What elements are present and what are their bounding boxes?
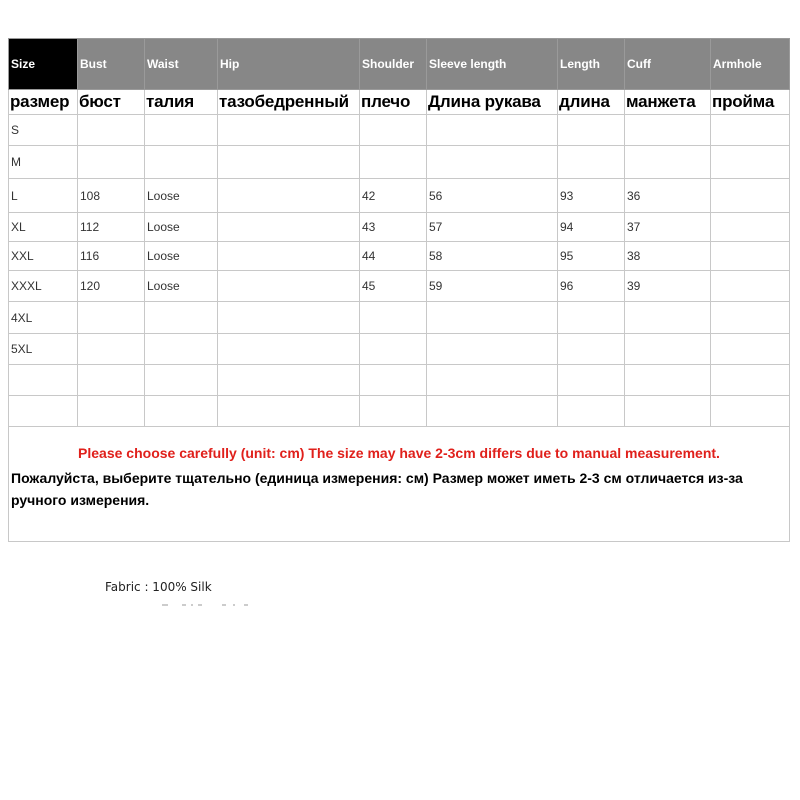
table-cell: 4XL [9,302,78,334]
table-cell [218,115,360,146]
col-header-en: Hip [218,39,360,90]
col-header-ru: длина [558,90,625,115]
table-cell [558,115,625,146]
table-cell [78,302,145,334]
measurement-note-row [9,427,790,542]
size-chart-table [8,38,790,542]
table-cell [218,271,360,302]
table-cell [218,396,360,427]
table-cell [625,396,711,427]
table-cell: Loose [145,271,218,302]
table-cell: 57 [427,213,558,242]
table-cell [558,365,625,396]
faded-text-trace [162,603,252,607]
table-cell: XXL [9,242,78,271]
table-row [9,242,790,271]
note-english: Please choose carefully (unit: cm) The size may have 2-3cm differs due to manual measurement. [78,445,720,461]
table-cell: 42 [360,179,427,213]
table-cell: 112 [78,213,145,242]
table-cell [9,365,78,396]
table-cell [145,396,218,427]
table-cell [625,146,711,179]
col-header-ru: размер [9,90,78,115]
table-cell: 36 [625,179,711,213]
col-header-en: Length [558,39,625,90]
table-cell [625,115,711,146]
table-cell [78,146,145,179]
table-row [9,213,790,242]
table-cell [360,396,427,427]
table-row [9,179,790,213]
table-row [9,115,790,146]
table-cell: Loose [145,213,218,242]
table-row [9,271,790,302]
note-russian: Пожалуйста, выберите тщательно (единица измерения: см) Размер может иметь 2-3 см отличается из-за ручного измерения. [11,470,743,508]
table-cell: 120 [78,271,145,302]
table-cell: 96 [558,271,625,302]
table-cell: 93 [558,179,625,213]
russian-header-row [9,90,790,115]
table-cell [78,334,145,365]
table-cell [218,365,360,396]
table-row [9,365,790,396]
table-cell [427,302,558,334]
table-cell: XXXL [9,271,78,302]
table-cell [625,334,711,365]
table-cell [625,365,711,396]
col-header-en: Size [9,39,78,90]
table-cell [218,146,360,179]
table-cell [218,179,360,213]
table-cell [711,213,790,242]
table-cell: 56 [427,179,558,213]
table-cell [711,115,790,146]
table-cell [360,146,427,179]
table-cell [427,396,558,427]
table-row [9,334,790,365]
table-cell: XL [9,213,78,242]
table-cell [558,146,625,179]
table-cell [711,242,790,271]
table-cell: 5XL [9,334,78,365]
table-cell [711,334,790,365]
col-header-ru: тазобедренный [218,90,360,115]
table-cell [78,365,145,396]
col-header-ru: манжета [625,90,711,115]
table-cell: L [9,179,78,213]
table-cell: 116 [78,242,145,271]
table-cell: 94 [558,213,625,242]
table-row [9,146,790,179]
table-cell [145,365,218,396]
table-cell [360,365,427,396]
table-cell [711,271,790,302]
english-header-row [9,39,790,90]
table-cell [360,115,427,146]
table-cell [711,179,790,213]
table-cell: 38 [625,242,711,271]
col-header-ru: бюст [78,90,145,115]
table-cell: 59 [427,271,558,302]
fabric-label: Fabric : 100% Silk [105,580,212,594]
table-cell: 58 [427,242,558,271]
col-header-en: Cuff [625,39,711,90]
table-cell [218,302,360,334]
col-header-en: Sleeve length [427,39,558,90]
table-cell [218,334,360,365]
table-cell [625,302,711,334]
table-cell [558,302,625,334]
table-cell [427,146,558,179]
table-cell [218,213,360,242]
col-header-en: Waist [145,39,218,90]
table-cell [145,302,218,334]
table-cell [427,334,558,365]
table-row [9,302,790,334]
table-row [9,396,790,427]
table-cell [360,334,427,365]
table-cell: 44 [360,242,427,271]
table-cell [145,146,218,179]
table-cell [78,396,145,427]
table-cell: 37 [625,213,711,242]
col-header-ru: плечо [360,90,427,115]
table-cell [360,302,427,334]
col-header-en: Bust [78,39,145,90]
table-cell [427,115,558,146]
table-cell [711,302,790,334]
table-cell: 108 [78,179,145,213]
col-header-ru: пройма [711,90,790,115]
table-cell [218,242,360,271]
col-header-ru: талия [145,90,218,115]
table-cell [9,396,78,427]
table-cell: 45 [360,271,427,302]
table-cell [711,365,790,396]
measurement-note [9,427,790,542]
table-cell [558,396,625,427]
table-cell: S [9,115,78,146]
table-cell [145,115,218,146]
table-cell: 95 [558,242,625,271]
table-cell: 39 [625,271,711,302]
table-cell [711,396,790,427]
table-cell [145,334,218,365]
col-header-ru: Длина рукава [427,90,558,115]
table-cell [558,334,625,365]
table-cell: Loose [145,179,218,213]
table-cell [711,146,790,179]
table-cell: Loose [145,242,218,271]
col-header-en: Armhole [711,39,790,90]
col-header-en: Shoulder [360,39,427,90]
table-cell [427,365,558,396]
table-cell: 43 [360,213,427,242]
table-cell [78,115,145,146]
table-cell: M [9,146,78,179]
